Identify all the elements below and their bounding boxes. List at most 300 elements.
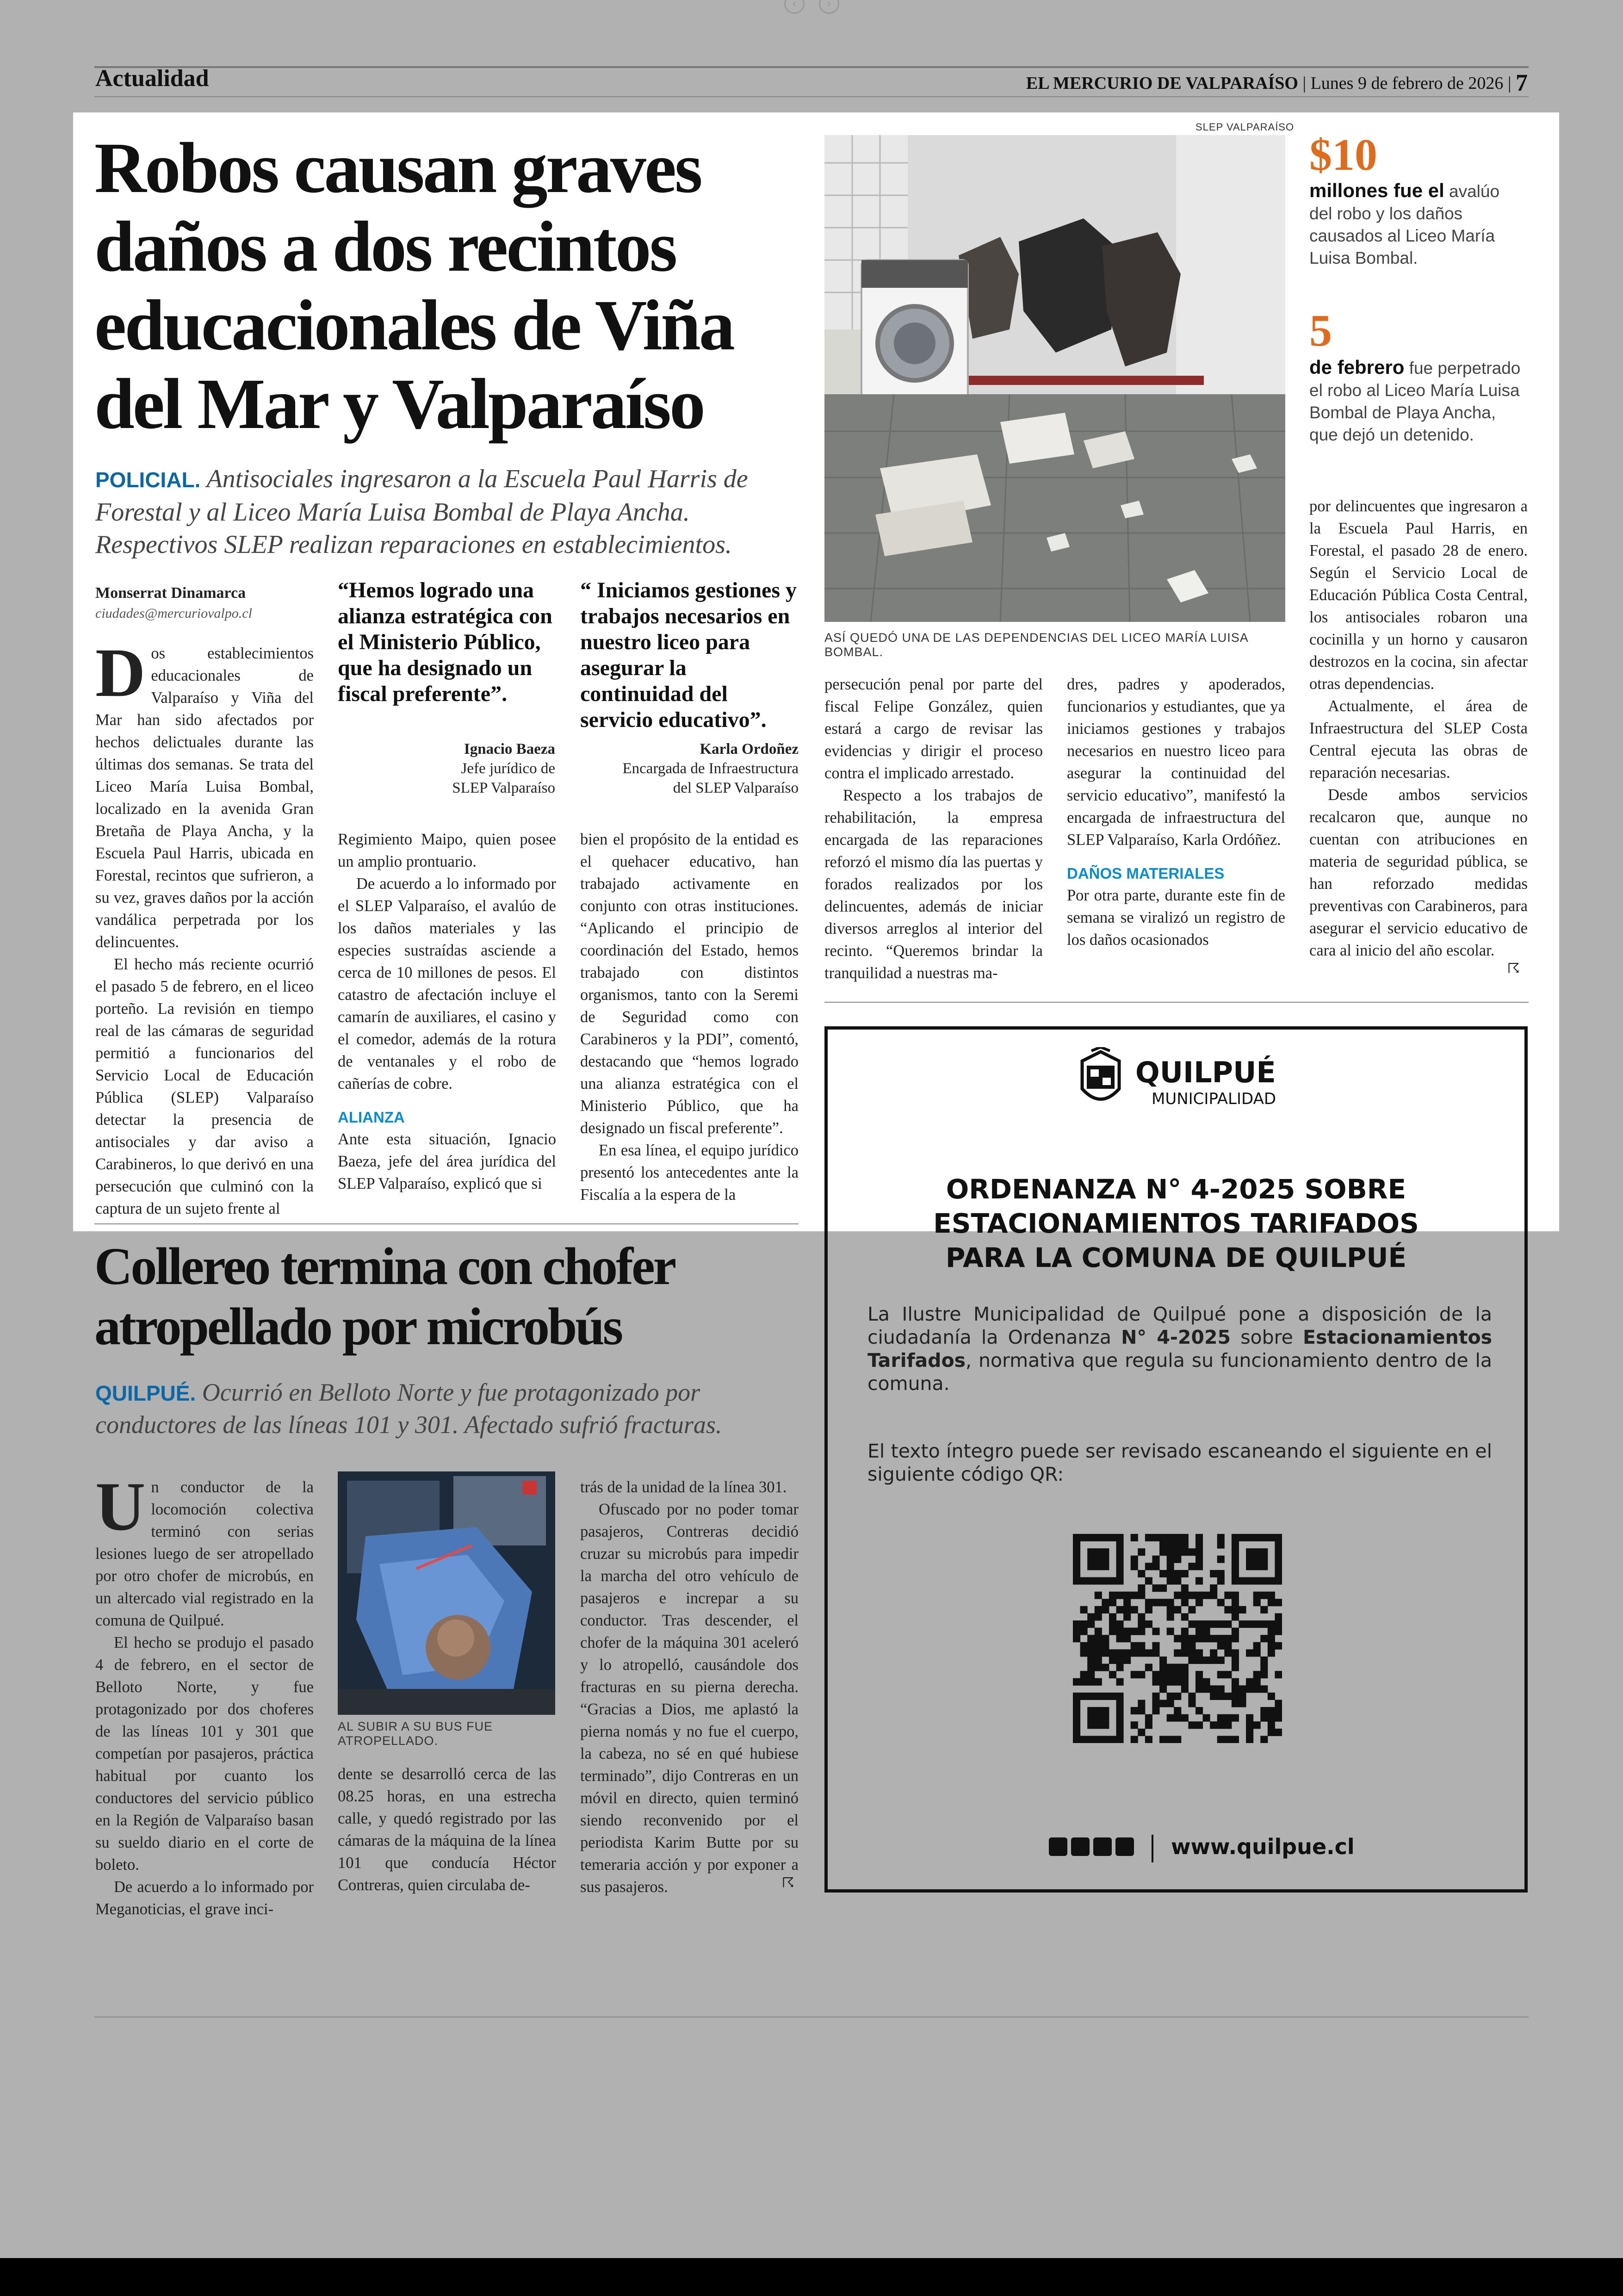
qr-module bbox=[1116, 1577, 1124, 1585]
qr-module bbox=[1102, 1563, 1109, 1570]
instagram-icon[interactable] bbox=[1071, 1837, 1090, 1856]
article1-deck-text: Antisociales ingresaron a la Escuela Paul Harris de Forestal y al Liceo María Luisa Bombal de Playa Ancha. Respectivos SLEP realizan reparaciones en establecimientos. bbox=[95, 465, 748, 559]
qr-module bbox=[1224, 1714, 1232, 1722]
qr-module bbox=[1260, 1577, 1268, 1585]
qr-module bbox=[1102, 1556, 1109, 1563]
qr-module bbox=[1152, 1563, 1159, 1570]
qr-module bbox=[1232, 1678, 1239, 1686]
qr-module bbox=[1181, 1548, 1189, 1556]
qr-module bbox=[1203, 1657, 1210, 1664]
qr-module bbox=[1138, 1592, 1145, 1599]
stat1-lead: millones fue el bbox=[1309, 180, 1444, 201]
qr-module bbox=[1123, 1628, 1131, 1635]
qr-module bbox=[1167, 1714, 1174, 1722]
ad-body-b: N° 4-2025 bbox=[1121, 1326, 1231, 1348]
qr-module bbox=[1073, 1534, 1080, 1541]
qr-module bbox=[1268, 1577, 1275, 1585]
article1-deck bbox=[95, 463, 799, 561]
ad-title-line2: ESTACIONAMIENTOS TARIFADOS bbox=[933, 1208, 1419, 1239]
end-mark-icon: ☈ bbox=[1507, 961, 1520, 977]
qr-module bbox=[1095, 1635, 1102, 1642]
qr-module bbox=[1232, 1736, 1239, 1743]
qr-module bbox=[1232, 1541, 1239, 1549]
qr-module bbox=[1253, 1685, 1261, 1693]
qr-module bbox=[1239, 1577, 1246, 1585]
article1-kicker: POLICIAL. bbox=[95, 468, 201, 492]
qr-module bbox=[1246, 1556, 1253, 1563]
photo-caption: ASÍ QUEDÓ UNA DE LAS DEPENDENCIAS DEL LICEO MARÍA LUISA BOMBAL. bbox=[824, 631, 1248, 659]
logo-sub: MUNICIPALIDAD bbox=[1152, 1090, 1276, 1108]
qr-module bbox=[1073, 1721, 1080, 1729]
qr-module bbox=[1087, 1714, 1095, 1722]
qr-module bbox=[1188, 1620, 1196, 1628]
qr-module bbox=[1217, 1620, 1225, 1628]
article1-col3-p1: bien el propósito de la entidad es el quehacer educativo, han trabajado activamente en conjunto con otras instituciones. “Aplicando el principio de coordinación del Estado, hemos trabajado con distintos organismos, tanto con la Seremi de Seguridad como con Carabineros y la PDI”, comentó, destacando que “hemos logrado una alianza estratégica con el Ministerio Público, que ha designado un fiscal preferente”. bbox=[580, 831, 799, 1137]
qr-module bbox=[1152, 1628, 1159, 1635]
qr-module bbox=[1174, 1606, 1181, 1613]
qr-code-icon bbox=[1073, 1534, 1282, 1743]
qr-module bbox=[1131, 1736, 1138, 1743]
qr-module bbox=[1181, 1628, 1189, 1635]
qr-module bbox=[1138, 1548, 1145, 1556]
qr-module bbox=[1080, 1671, 1088, 1678]
pull-quote-baeza-attrib bbox=[338, 739, 555, 798]
article1-col6 bbox=[1309, 495, 1528, 962]
bottom-bar bbox=[0, 2258, 1623, 2296]
qr-module bbox=[1116, 1628, 1124, 1635]
qr-module bbox=[1087, 1671, 1095, 1678]
article2-dropcap: U bbox=[95, 1468, 146, 1545]
qr-module bbox=[1102, 1635, 1109, 1642]
qr-module bbox=[1188, 1700, 1196, 1707]
qr-module bbox=[1102, 1693, 1109, 1700]
qr-module bbox=[1167, 1534, 1174, 1541]
ad-body-d: Estacionamientos Tarifados bbox=[867, 1326, 1493, 1371]
qr-module bbox=[1159, 1534, 1167, 1541]
qr-module bbox=[1232, 1606, 1239, 1613]
qr-module bbox=[1232, 1685, 1239, 1693]
qr-module bbox=[1232, 1570, 1239, 1577]
qr-module bbox=[1174, 1534, 1181, 1541]
qr-module bbox=[1253, 1563, 1261, 1570]
qr-module bbox=[1224, 1736, 1232, 1743]
qr-module bbox=[1268, 1635, 1275, 1642]
qr-module bbox=[1073, 1577, 1080, 1585]
qr-module bbox=[1246, 1620, 1253, 1628]
qr-module bbox=[1116, 1729, 1124, 1736]
qr-module bbox=[1253, 1620, 1261, 1628]
qr-module bbox=[1116, 1700, 1124, 1707]
pull-quote-ordonez: “ Iniciamos gestiones y trabajos necesarios en nuestro liceo para asegurar la continuidad del servicio educativo”. bbox=[580, 578, 797, 732]
qr-module bbox=[1123, 1657, 1131, 1664]
qr-module bbox=[1268, 1649, 1275, 1657]
qr-module bbox=[1095, 1606, 1102, 1613]
qr-module bbox=[1196, 1628, 1203, 1635]
qr-module bbox=[1275, 1642, 1282, 1650]
qr-module bbox=[1224, 1671, 1232, 1678]
qr-module bbox=[1275, 1613, 1282, 1620]
quote1-name: Ignacio Baeza bbox=[464, 741, 555, 757]
qr-module bbox=[1203, 1628, 1210, 1635]
qr-module bbox=[1260, 1736, 1268, 1743]
qr-module bbox=[1095, 1707, 1102, 1714]
qr-module bbox=[1239, 1685, 1246, 1693]
qr-module bbox=[1246, 1563, 1253, 1570]
logo-name: QUILPUÉ bbox=[1135, 1055, 1276, 1089]
qr-module bbox=[1196, 1671, 1203, 1678]
next-page-icon[interactable]: › bbox=[819, 0, 839, 14]
qr-module bbox=[1174, 1548, 1181, 1556]
qr-module bbox=[1145, 1577, 1152, 1585]
qr-module bbox=[1181, 1685, 1189, 1693]
qr-module bbox=[1095, 1534, 1102, 1541]
qr-module bbox=[1095, 1664, 1102, 1671]
ad-title-line1: ORDENANZA N° 4-2025 SOBRE bbox=[946, 1173, 1406, 1205]
qr-module bbox=[1080, 1620, 1088, 1628]
masthead: EL MERCURIO DE VALPARAÍSO | Lunes 9 de febrero de 2026 | 7 bbox=[1026, 70, 1528, 96]
article1-col4 bbox=[824, 673, 1043, 984]
qr-module bbox=[1087, 1736, 1095, 1743]
qr-module bbox=[1167, 1606, 1174, 1613]
qr-module bbox=[1087, 1721, 1095, 1729]
qr-module bbox=[1224, 1642, 1232, 1650]
stat2-text bbox=[1309, 356, 1527, 446]
qr-module bbox=[1102, 1664, 1109, 1671]
qr-module bbox=[1260, 1534, 1268, 1541]
qr-module bbox=[1174, 1693, 1181, 1700]
qr-module bbox=[1275, 1700, 1282, 1707]
qr-module bbox=[1152, 1584, 1159, 1592]
qr-module bbox=[1116, 1606, 1124, 1613]
qr-module bbox=[1196, 1685, 1203, 1693]
qr-module bbox=[1232, 1700, 1239, 1707]
qr-module bbox=[1246, 1714, 1253, 1722]
article2-headline: Collereo termina con chofer atropellado por microbús bbox=[94, 1237, 674, 1356]
qr-module bbox=[1181, 1649, 1189, 1657]
qr-module bbox=[1268, 1592, 1275, 1599]
qr-module bbox=[1138, 1700, 1145, 1707]
qr-module bbox=[1102, 1714, 1109, 1722]
qr-module bbox=[1116, 1534, 1124, 1541]
ad-title-line3: PARA LA COMUNA DE QUILPUÉ bbox=[945, 1242, 1407, 1273]
qr-module bbox=[1239, 1534, 1246, 1541]
qr-module bbox=[1260, 1657, 1268, 1664]
qr-module bbox=[1159, 1671, 1167, 1678]
qr-module bbox=[1174, 1736, 1181, 1743]
qr-module bbox=[1203, 1685, 1210, 1693]
qr-module bbox=[1224, 1649, 1232, 1657]
qr-module bbox=[1116, 1635, 1124, 1642]
qr-module bbox=[1095, 1548, 1102, 1556]
qr-module bbox=[1145, 1649, 1152, 1657]
qr-module bbox=[1181, 1592, 1189, 1599]
qr-module bbox=[1095, 1613, 1102, 1620]
qr-module bbox=[1102, 1707, 1109, 1714]
qr-module bbox=[1246, 1721, 1253, 1729]
qr-module bbox=[1080, 1693, 1088, 1700]
youtube-icon[interactable] bbox=[1115, 1837, 1134, 1856]
qr-module bbox=[1087, 1635, 1095, 1642]
qr-module bbox=[1102, 1548, 1109, 1556]
qr-module bbox=[1159, 1657, 1167, 1664]
qr-module bbox=[1109, 1620, 1116, 1628]
qr-module bbox=[1073, 1548, 1080, 1556]
ad-website-link[interactable]: www.quilpue.cl bbox=[1171, 1834, 1355, 1859]
qr-module bbox=[1239, 1606, 1246, 1613]
article2-col1-p1: n conductor de la locomoción colectiva terminó con serias lesiones luego de ser atropellado por otro chofer de microbús, en un altercado vial registrado en la comuna de Quilpué. bbox=[95, 1478, 314, 1629]
qr-module bbox=[1181, 1635, 1189, 1642]
qr-module bbox=[1138, 1613, 1145, 1620]
qr-module bbox=[1152, 1700, 1159, 1707]
crest-icon bbox=[1073, 1047, 1128, 1112]
qr-module bbox=[1181, 1714, 1189, 1722]
qr-module bbox=[1073, 1570, 1080, 1577]
qr-module bbox=[1239, 1693, 1246, 1700]
qr-module bbox=[1138, 1671, 1145, 1678]
article1-col2-p2: De acuerdo a lo informado por el SLEP Valparaíso, el avalúo de los daños materiales y las especies sustraídas asciende a cerca de 10 millones de pesos. El catastro de afectación incluye el camarín de auxiliares, el casino y el comedor, además de la rotura de ventanales y el robo de cañerías de cobre. bbox=[338, 875, 556, 1092]
page-number: 7 bbox=[1516, 70, 1528, 96]
qr-code[interactable] bbox=[1073, 1534, 1282, 1743]
qr-module bbox=[1210, 1570, 1217, 1577]
article1-col3 bbox=[580, 828, 799, 1206]
qr-module bbox=[1217, 1642, 1225, 1650]
qr-module bbox=[1138, 1584, 1145, 1592]
prev-page-icon[interactable]: ‹ bbox=[784, 0, 805, 14]
qr-module bbox=[1109, 1613, 1116, 1620]
article2-col1-p2: El hecho se produjo el pasado 4 de febrero, en el sector de Belloto Norte, y fue protagonizado por dos choferes de las líneas 101 y 301 que competían por pasajeros, práctica habitual por cuanto los conductores del servicio público en la Región de Valparaíso basan su sueldo diario en el corte de boleto. bbox=[95, 1634, 314, 1874]
qr-module bbox=[1174, 1649, 1181, 1657]
masthead-name: EL MERCURIO DE VALPARAÍSO bbox=[1026, 74, 1298, 93]
qr-module bbox=[1188, 1721, 1196, 1729]
qr-module bbox=[1253, 1678, 1261, 1686]
qr-module bbox=[1224, 1635, 1232, 1642]
qr-module bbox=[1159, 1664, 1167, 1671]
qr-module bbox=[1203, 1714, 1210, 1722]
qr-module bbox=[1073, 1707, 1080, 1714]
qr-module bbox=[1181, 1599, 1189, 1606]
qr-module bbox=[1217, 1736, 1225, 1743]
qr-module bbox=[1087, 1556, 1095, 1563]
qr-module bbox=[1116, 1649, 1124, 1657]
qr-module bbox=[1210, 1649, 1217, 1657]
qr-module bbox=[1109, 1693, 1116, 1700]
article1-col6-p1: por delincuentes que ingresaron a la Escuela Paul Harris, en Forestal, el pasado 28 de enero. Según el Servicio Local de Educación Pública Costa Central, los antisociales robaron una cocinilla y un horno y causaron destrozos en la cocina, sin afectar otras dependencias. bbox=[1309, 497, 1528, 693]
qr-module bbox=[1095, 1721, 1102, 1729]
stat2-body: fue perpetrado el robo al Liceo María Luisa Bombal de Playa Ancha, que dejó un detenido. bbox=[1309, 359, 1521, 444]
qr-module bbox=[1073, 1729, 1080, 1736]
qr-module bbox=[1224, 1606, 1232, 1613]
qr-module bbox=[1138, 1570, 1145, 1577]
qr-module bbox=[1275, 1534, 1282, 1541]
qr-module bbox=[1167, 1556, 1174, 1563]
qr-module bbox=[1275, 1729, 1282, 1736]
qr-module bbox=[1268, 1599, 1275, 1606]
qr-module bbox=[1116, 1541, 1124, 1549]
qr-module bbox=[1268, 1628, 1275, 1635]
qr-module bbox=[1210, 1620, 1217, 1628]
section-label: Actualidad bbox=[95, 65, 209, 92]
qr-module bbox=[1080, 1577, 1088, 1585]
bus-driver-photo bbox=[338, 1471, 555, 1715]
byline-email: ciudades@mercuriovalpo.cl bbox=[95, 606, 252, 621]
byline-name: Monserrat Dinamarca bbox=[95, 584, 246, 602]
facebook-icon[interactable] bbox=[1049, 1837, 1067, 1856]
qr-module bbox=[1217, 1714, 1225, 1722]
qr-module bbox=[1159, 1736, 1167, 1743]
qr-module bbox=[1181, 1678, 1189, 1686]
qr-module bbox=[1159, 1570, 1167, 1577]
article1-col1 bbox=[95, 583, 314, 1220]
qr-module bbox=[1116, 1678, 1124, 1686]
qr-module bbox=[1073, 1563, 1080, 1570]
qr-module bbox=[1210, 1685, 1217, 1693]
quilpue-logo bbox=[1073, 1047, 1290, 1117]
qr-module bbox=[1073, 1700, 1080, 1707]
qr-module bbox=[1196, 1635, 1203, 1642]
qr-module bbox=[1196, 1707, 1203, 1714]
qr-module bbox=[1275, 1577, 1282, 1585]
qr-module bbox=[1210, 1693, 1217, 1700]
qr-module bbox=[1217, 1693, 1225, 1700]
ad-body-c: sobre bbox=[1231, 1326, 1303, 1348]
qr-module bbox=[1203, 1620, 1210, 1628]
qr-module bbox=[1232, 1563, 1239, 1570]
qr-module bbox=[1181, 1671, 1189, 1678]
qr-module bbox=[1188, 1592, 1196, 1599]
article1-headline: Robos causan graves daños a dos recintos educacionales de Viña del Mar y Valparaíso bbox=[94, 128, 733, 444]
qr-module bbox=[1217, 1721, 1225, 1729]
qr-module bbox=[1210, 1721, 1217, 1729]
qr-module bbox=[1095, 1556, 1102, 1563]
qr-module bbox=[1116, 1620, 1124, 1628]
liceo-damage-photo bbox=[824, 135, 1285, 622]
qr-module bbox=[1268, 1620, 1275, 1628]
qr-module bbox=[1152, 1678, 1159, 1686]
qr-module bbox=[1109, 1736, 1116, 1743]
qr-module bbox=[1246, 1548, 1253, 1556]
stat1-number: $10 bbox=[1309, 130, 1377, 180]
qr-module bbox=[1246, 1736, 1253, 1743]
qr-module bbox=[1217, 1577, 1225, 1585]
qr-module bbox=[1080, 1736, 1088, 1743]
qr-module bbox=[1253, 1642, 1261, 1650]
article1-col5 bbox=[1067, 673, 1285, 951]
qr-module bbox=[1138, 1628, 1145, 1635]
article-separator bbox=[94, 1223, 799, 1224]
qr-module bbox=[1232, 1548, 1239, 1556]
article1-col6-p3: Desde ambos servicios recalcaron que, aunque no cuentan con atribuciones en materia de seguridad pública, se han reforzado medidas preventivas con Carabineros, para asegurar el servicio educativo de cara al inicio del año escolar. bbox=[1309, 786, 1528, 959]
pull-quote-ordonez-attrib bbox=[580, 739, 799, 798]
qr-module bbox=[1174, 1541, 1181, 1549]
qr-module bbox=[1260, 1556, 1268, 1563]
qr-module bbox=[1116, 1548, 1124, 1556]
qr-module bbox=[1196, 1563, 1203, 1570]
qr-module bbox=[1131, 1606, 1138, 1613]
qr-module bbox=[1260, 1592, 1268, 1599]
qr-module bbox=[1080, 1678, 1088, 1686]
subhead-danos-materiales: DAÑOS MATERIALES bbox=[1067, 865, 1225, 882]
qr-module bbox=[1109, 1628, 1116, 1635]
qr-module bbox=[1246, 1678, 1253, 1686]
qr-module bbox=[1131, 1707, 1138, 1714]
qr-module bbox=[1167, 1736, 1174, 1743]
qr-module bbox=[1188, 1657, 1196, 1664]
qr-module bbox=[1268, 1534, 1275, 1541]
qr-module bbox=[1087, 1534, 1095, 1541]
qr-module bbox=[1073, 1736, 1080, 1743]
municipal-ad bbox=[824, 1026, 1528, 1893]
qr-module bbox=[1131, 1721, 1138, 1729]
article1-col2 bbox=[338, 828, 556, 1195]
article2-col2 bbox=[338, 1763, 556, 1896]
qr-module bbox=[1188, 1642, 1196, 1650]
qr-module bbox=[1131, 1642, 1138, 1650]
qr-module bbox=[1232, 1613, 1239, 1620]
qr-module bbox=[1131, 1563, 1138, 1570]
header-rule bbox=[94, 66, 1529, 68]
qr-module bbox=[1174, 1707, 1181, 1714]
qr-module bbox=[1217, 1534, 1225, 1541]
qr-module bbox=[1116, 1570, 1124, 1577]
qr-module bbox=[1087, 1620, 1095, 1628]
social-icons bbox=[1049, 1836, 1134, 1862]
qr-module bbox=[1275, 1628, 1282, 1635]
qr-module bbox=[1260, 1620, 1268, 1628]
qr-module bbox=[1268, 1714, 1275, 1722]
qr-module bbox=[1159, 1700, 1167, 1707]
qr-module bbox=[1260, 1563, 1268, 1570]
article2-col3-p1: trás de la unidad de la línea 301. bbox=[580, 1478, 787, 1496]
qr-module bbox=[1203, 1592, 1210, 1599]
qr-module bbox=[1152, 1649, 1159, 1657]
qr-module bbox=[1167, 1548, 1174, 1556]
photo-credit: SLEP VALPARAÍSO bbox=[1196, 121, 1295, 133]
qr-module bbox=[1159, 1541, 1167, 1549]
qr-module bbox=[1095, 1563, 1102, 1570]
qr-module bbox=[1260, 1606, 1268, 1613]
qr-module bbox=[1102, 1736, 1109, 1743]
qr-module bbox=[1116, 1714, 1124, 1722]
qr-module bbox=[1167, 1671, 1174, 1678]
qr-module bbox=[1095, 1657, 1102, 1664]
qr-module bbox=[1087, 1678, 1095, 1686]
x-icon[interactable] bbox=[1093, 1837, 1112, 1856]
qr-module bbox=[1131, 1628, 1138, 1635]
qr-module bbox=[1116, 1556, 1124, 1563]
qr-module bbox=[1159, 1584, 1167, 1592]
qr-module bbox=[1181, 1570, 1189, 1577]
qr-module bbox=[1159, 1678, 1167, 1686]
qr-module bbox=[1145, 1736, 1152, 1743]
qr-module bbox=[1073, 1628, 1080, 1635]
qr-module bbox=[1138, 1729, 1145, 1736]
qr-module bbox=[1232, 1714, 1239, 1722]
stat1-body: avalúo del robo y los daños causados al Liceo María Luisa Bombal. bbox=[1309, 182, 1500, 267]
qr-module bbox=[1217, 1657, 1225, 1664]
qr-module bbox=[1109, 1577, 1116, 1585]
qr-module bbox=[1073, 1635, 1080, 1642]
qr-module bbox=[1181, 1664, 1189, 1671]
qr-module bbox=[1232, 1577, 1239, 1585]
qr-module bbox=[1131, 1534, 1138, 1541]
qr-module bbox=[1167, 1613, 1174, 1620]
qr-module bbox=[1260, 1635, 1268, 1642]
qr-module bbox=[1239, 1700, 1246, 1707]
ad-footer bbox=[1049, 1834, 1355, 1862]
qr-module bbox=[1181, 1613, 1189, 1620]
qr-module bbox=[1232, 1592, 1239, 1599]
qr-module bbox=[1102, 1649, 1109, 1657]
